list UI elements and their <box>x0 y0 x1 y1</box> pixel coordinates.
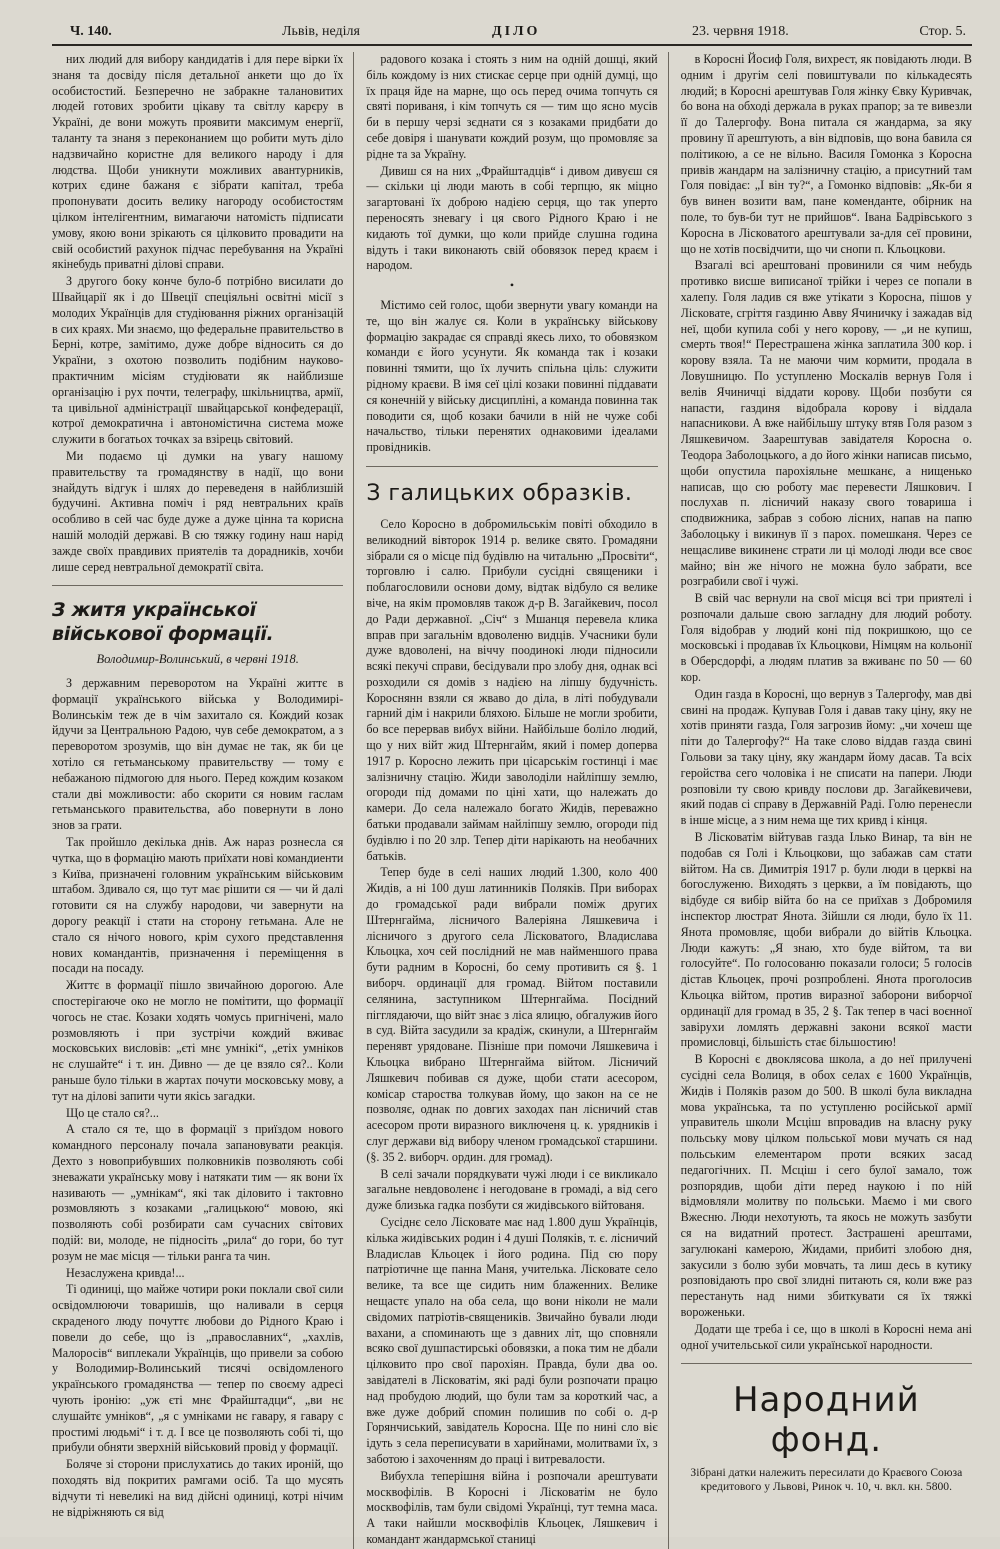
article-title-galician: З галицьких образків. <box>366 480 633 506</box>
divider <box>366 466 657 467</box>
paragraph: Так пройшло декілька днів. Аж нараз рознесла ся чутка, що в формацію мають приїхати нові командиенти з Київа, призначені головним українським військовим штабом. Здивало ся, що тут має рішити ся — чи й далі готовити ся на службу народови, чи завернути на дорогу реакції і стати на сторону гетьмана. Але не стало ся нічого нового, крім сухого представлення нових командантів, призначення і переміщення в посади на посаду. <box>52 835 344 976</box>
newspaper-title: ДІЛО <box>492 24 541 39</box>
paragraph: В Коросні є двоклясова школа, а до неї прилучені сусідні села Волиця, в обох селах є 1600 Українців, Жидів і Поляків разом до 500. В школі була викладна мова українська, та по уступленю російської армії управитель школи Мсціш впровадив на власну руку польську мову цілком польської мови мучать ся над польським елементаром проти всяких засад педагогічних. П. Мсціш і сего булої замало, тож розпорядив, щоби діти перед наукою і по ній відмовляли молитву по польськи. Маємо і ми свого Вжесню. Люди нехотують, та якось не можуть зазбути ся на видатний протест. Застрашені арештами, загулюкані камерою, Жидами, прибиті злобою дня, закусили з болю зуби мовчать, та лиш десь в кутику розповідають про свої злидні питають ся, коли вже раз перестануть над ними збиткувати ся їх тяжкі вороженьки. <box>680 1052 972 1319</box>
column-3 <box>681 52 972 1549</box>
paragraph: А стало ся те, що в формації з приїздом нового командного персоналу почала запановувати реакція. Дехто з новоприбувших полковників позволяють собі зневажати українську мову і натякати тим — як вони їх називають — „умнікам“, які так діловито і тактовно розмовляють з козаками „галицькою“ мовою, які позволяють собі розбирати сам сучасних світових подій: ви, молоде, не підносіть „рила“ до гори, бо тут розум не має місця — тільки ранга та чин. <box>52 1122 344 1263</box>
paragraph: Тепер буде в селі наших людий 1.300, коло 400 Жидів, а ні 100 душ латинників Поляків. При виборах до громадської ради вибрали поміж других Штернгайма, лісничого Валеріяна Ляшкевича і лісничого з другого села Лісковатого, Владислава Кльоцка, хоч сей послідний не мав найменшого права бути радним в Коросні, бо сему противить ся §. 1 виборч. ординації для громад. Війтом поставили селянина, заступником Штернгайма. Посідний пігглядаючи, що війт знає з ліса ялицю, обгалужив його в суд. Війта засудили за крадіж, скинули, а Штернгайм перенявт урядоване. Пізніше при помочи Ляшкевича і Кльоцка вибрано Штернгайма війтом. Лісничий Ляшкевич побивав ся дуже, щоби стати асесором, комісар староства толкував йому, що закон на се не позволяє, однак по довгих заходах пан лісничий став асесором проти виразного виключеня ц. к. урядників і слуг держави від вибору членом громадської старшини. (§. 35 2. виборч. ордин. для громад). <box>366 865 658 1164</box>
paragraph: Що це стало ся?... <box>66 1105 159 1120</box>
divider <box>52 585 343 586</box>
paragraph: Ми подаємо ці думки на увагу нашому правительству та громадянству в надії, що вони знайдуть відгук і шлях до переведеня в найблизшій будучині. Активна поміч і ряд невтральних країв особливо в сей час буде дуже а дуже цінна та корисна нашій молодій державі. В сю тяжку годину наш нарід зажде своїх правдивих приятелів та дорадників, хочби лише серед невтральної демократії світа. <box>52 448 344 574</box>
paragraph: В Лісковатім війтував газда Ілько Винар, та він не подобав ся Голі і Кльоцкови, що забажав сам стати війтом. На св. Димитрія 1917 р. були люди в церкві на богослуженю. Виходять з церкви, а їм повідають, що відбуде ся вибір війта бо на се приїхав з Добромиля інспектор люстрат Янота. Зійшли ся люди, було їх 11. Янота промовляє, щоби вибрали до війтів Кльоцка. Люди кажуть: „Я знаю, хто буде війтом, та ви голосуйте“. По голосованю показали голоси; 5 голосів дістав Кльоцек, прочі розпроблені. Янота проголосив Кльоцка війтом, против виразної заборони виборчої ординації для громад в 35, 2 §. Так тепер в часі воєнної завірухи ломлять державні закони всякої масти промисловці, більшість стає більшостию! <box>680 830 972 1050</box>
paragraph: Містимо сей голос, щоби звернути увагу команди на те, що він жалує ся. Коли в українську військову формацію закрадає ся справді якесь лихо, то обовязком команди є його усунути. Як команда так і козаки повинні тямити, що їх лучить спільна ціль: служити рідному краєви. В імя сеї цілі козаки повинні піддавати ся конечній у війську дисципліні, а команда повинна так поводити ся, щоб козаки бачили в ній не чуже собі начальство, тільки перенятих однаковими ідеалами провідників. <box>366 297 658 455</box>
separator-mark: • <box>509 278 515 293</box>
place-and-day: Львів, неділя <box>282 24 360 39</box>
fund-note: Зібрані датки належить пересилати до Краєвого Союза кредитового у Львові, Ринок ч. 10, ч. вкл. кн. 5800. <box>690 1466 963 1494</box>
paragraph: В свій час вернули на свої місця всі три приятелі і розпочали дальше свою загладну для людий роботу. Голя відобрав у людий коні під покришкою, що се московські і продавав їх Кльоцкови, Німцям на кольонії в Оберсдорфі, а людям платив за вживанє по 50 — 60 кор. <box>680 591 972 685</box>
paragraph: Боляче зі сторони прислухатись до таких ироній, що походять від покритих рамгами осіб. Та що мусять відчути ті невеликі на вид дійсні одиниці, котрі нічим не відріжняють ся від <box>52 1457 344 1519</box>
page-number: Стор. 5. <box>919 24 966 39</box>
paragraph: них людий для вибору кандидатів і для пере вірки їх знаня та досвіду після детальної анкети що до їх особистостий. Безперечно не забракне талановитих людей готових зробити цікаву та світлу карєру в Україні, де вони можуть проявити максимум енергії, таланту та знаня з переконанием що робити муть діло надзвичайно користне для великого народу і для людства. Щоби уникнути можливих авантурників, котрих єдине бажаня є зібрати капітал, треба пропонувати досить велику нагороду особистостям цілком інтелігентним, вимагаючи натомість підписати умову, якою вони зрікають ся цілковито провадити на свій особистий рахунок підчас перебування на Україні якінебудь приватні ділові справи. <box>52 52 344 272</box>
article-title-military: З житя української військової формації. <box>52 599 274 646</box>
paragraph: З другого боку конче було-б потрібно висилати до Швайцарії як і до Швеції спеціяльні освітні місії з молодих Українців для студіювання ріжних організацій в сих краях. Ми знаємо, що федеральне правительство в Берні, котре, замітимо, дуже добре відносить ся до України, з охотою позволить подібним науково-практичним місіям студіювати як найблизше організацію і рух почти, телеграфу, шкільництва, армії, та цивільної адміністрації швайцарської конфедерації, котрої демократична і автономістична система може служити в богатьох точках за взірець світовий. <box>52 274 344 447</box>
column-1 <box>52 52 354 1549</box>
paragraph: Взагалі всі арештовані провинили ся чим небудь противко висше виписаної трійки і через се попали в халепу. Голя ладив ся вже утікати з Коросна, пішов у Лісковате, сгріття газдиню Авву Ячиничку і зажадав від неї, щоби купила собі у него корову, — „и не купиш, смерть твоя!“ Перестрашена жінка заплатила 300 кор. і корову взяла. Та не маючи чим кормити, продала в Ловушницю. По уступленю Москалів вернув Голя і велів Ячиничці віддати корову. Щоби позбути ся напасти, газдиня відобрала корову і віддала напасникови. А вже найбільшу штуку втяв Голя разом з Ляшкевичом. Заарештував завідателя Коросна о. Теодора Заболоцького, а до його жінки написав письмо, щоби опустила парохіяльне мешканє, а нищенько написав, що сю роботу має перевести Ляшкович. І послухав п. лісничий наказу свого товариша і сподвижника, забрав з собою лісних, напав на папю Заболоцьку і викинув її з парох. помешканя. Через се нещасливе викиненє страти ли ці молоді люди все своє майно; він же нічого не можна було забрати, все розграбили свої і чужі. <box>680 258 972 589</box>
masthead <box>52 18 972 46</box>
column-2 <box>366 52 668 1549</box>
article-byline: Володимир-Волинський, в червні 1918. <box>96 652 299 667</box>
paragraph: Село Коросно в добромильськім повіті обходило в великодний вівторок 1914 р. велике свято. Громадяни зібрали ся о місце під будівлю на читальню „Просвіти“, торговлю і салю. Прибули сусідні священики і поблагословили основи дому, відтак відбуло ся велике віче, на якім промовляв також д-р В. Загайкевич, посол до Ради державної. „Січ“ з Мшанця перевела клика вправ при загальнім вдоволеню видців. Учасники були дуже вдоволені, на віччу поодинокі люди підносили всякі пекучі справи, бесідували про злобу дня, однак всі розходили ся домів з надією на ліпшу будучність. Короснянн взяли ся жваво до діла, в літі побудували гарний дім і накрили бляхою. Більше не могли зробити, бо все перервав вибух війни. Найбільше боліло людий, що у них війт жид Штернгайм, який і помер доперва 1917 р. Коросно лежить при цісарськім гостинці і має залізничну стацію. Жиди заволоділи найліпшу землю, огороди під домами по ціні хати, що належать до камери. До села належало богато Жидів, переважно батьки продавали займам найліпшу землю, огороди під будівлю і по 20 злр. Тепер діти нарікають на необачних батьків. <box>366 516 658 863</box>
paragraph: В селі зачали порядкувати чужі люди і се викликало загальне невдоволенє і негодоване в громаді, а від сего дуже близька гадка позбути ся жидівського війтованя. <box>366 1166 658 1213</box>
issue-date: 23. червня 1918. <box>692 24 789 39</box>
paragraph: Додати ще треба і се, що в школі в Коросні нема ані одної учительської сили української народности. <box>680 1321 972 1352</box>
paragraph: Дивиш ся на них „Фрайштадців“ і дивом дивуєш ся — скільки ці люди мають в собі терпцю, як міцно загартовані їх доброю надією серця, що так уперто переносять зневагу і ця свого Рідного Краю і не кидають тої думки, що коли прийде слушна година відуть і таки виконають свій обовязок перед краєм і народом. <box>366 163 658 273</box>
paragraph: Життє в формації пішло звичайною дорогою. Але спостерігаюче око не могло не помітити, що формації чогось не стає. Козаки ходять чомусь пригнічені, мало розмовляють і при зустрічи кождий вживає московських висловів: „єті мнє умнікі“, „етіх умніков нє слушайте“ і т. ин. Дивно — де це взяло ся?.. Коли раньше було тільки в жартах почути московську мову, а тут на ділові запити чути якісь загадки. <box>52 978 344 1103</box>
paragraph: в Коросні Йосиф Голя, вихрест, як повідають люди. В одним і другім селі повиштували по кількадесять людий; в Коросні арештував Голя жінку Євку Куривчак, бо вона на обході держала в руках прапор; за те вивезли її до Талергофу. Вона питала ся жандарма, за яку провину її арештують, а він відповів, що вона бавила ся політикою, а се не вільно. Василя Гомонка з Коросна привів жандарм на залізничну стацію, а присутний там Голя повідає: „І він ту?“, а Гомонко відповів: „Як-би я був винен возити вам, пане коменданте, обірник на поле, то був-би тут не прийшов“. Івана Бадрівського з Коросна в Лісковатого арештували за-для сеї провини, що не хотів посвідчити, що чи снопи п. Кльоцкови. <box>680 52 972 256</box>
paragraph: радового козака і стоять з ним на одній дошці, який біль кождому із них стискає серце при одній думці, що їх праця йде на марне, що ось перед очима топчуть ся святі пориваня, і кім топчуть ся — тим що ясно мусів би в першу черзі зєднати ся з козаками придбати до себе довіря і шанувати кождий розум, що промовляє за рідне та за Україну. <box>366 52 658 161</box>
columns <box>52 52 972 1549</box>
paragraph: Ті одиниці, що майже чотири роки поклали свої сили освідомлюючи товаришів, що наливали в серця скраденого люду почуттє любови до Рідного Краю і повели до себе, що із „православних“, „хахлів, Малоросів“ виплекали Українців, що привели за собою у Володимир-Волинський тисячі освідомленого українського громадянства — тепер по своєму адресі чують іронію: „уж єті мнє Фрайштадци“, „ви нє слушайтє умніков“, „я с умніками нє гавару, я гавару с простимі людьмі“ і т. д. І все це позволяють собі ті, що прибули обняти зверхній військовий провід у формації. <box>52 1282 344 1455</box>
divider <box>681 1363 972 1364</box>
paragraph: Один газда в Коросні, що вернув з Талергофу, мав дві свині на продаж. Купував Голя і давав таку ціну, яку не хотів приняти газда, Голя загрозив йому: „чи хочеш ще піти до Талергофу?“ На таке слово віддав газда свині Гольови за таку ціну, яку жандарм йому дасав. Та всіх геройства сего чоловіка і не списати на папери. Люди розповіли ту свою кривду послови др. Загайкевичеви, який подав сі справу в Державній Раді. Голю перенесли в інше місце, а з ним нема ще тих кривд і кінця. <box>680 686 972 828</box>
paragraph: Незаслужена кривда!... <box>66 1265 185 1280</box>
fund-title: Народний фонд. <box>732 1380 920 1461</box>
paragraph: Вибухла теперішня війна і розпочали арештувати москвофілів. В Коросні і Лісковатім не було москвофілів, там були свідомі Українці, тут темна маса. А таки найшли москвофілів Кльоцек, Ляшкевич і командант жандармської станиці <box>366 1468 658 1546</box>
paragraph: Сусіднє село Лісковате має над 1.800 душ Українців, кілька жидівських родин і 4 душі Поляків, т. є. лісничий Владислав Кльоцек і його родина. Під сю пору патріотичне ще панна Маня, учителька. Лісковате село велике, та все ще сидить ним блаженних. Велике нещастє упало на оба села, що вони ніколи не мали свідомих патріотів-священиків. Звичайно бували люди вахани, а споминають ще з давних літ, що сповняли всяко свої душпастирські обовязки, а пока тим не дбали цілковито про свої парохіян. Правда, були два оо. завідателі в Лісковатім, які раді були розпочати працю над пробудою людий, що були там за короткий час, а вже дуже добрий спомин полишив по собі о. д-р Горянчиський, завідатель Коросна. Ще по нині сло віє ідуть з села переписувати в харийнами, молитвами їх, з заботою і захоченням до праці і витревалости. <box>366 1214 658 1466</box>
paragraph: З державним переворотом на Україні життє в формації українського війська у Володимирі-Волинськім теж де в чім захитало ся. Кождий козак йдучи за Центральною Радою, чув себе демократом, а з переворотом зрозумів, що він думає не так, як би це хотіло ся гетьманському правительству — тому є небажаною підмогою для нього. Перед кождим козаком стали дві можливости: або скорити ся новим гаслам гетьманського правительства, або повернути в лоно знов за грати. <box>52 676 344 833</box>
issue-number: Ч. 140. <box>70 24 112 39</box>
